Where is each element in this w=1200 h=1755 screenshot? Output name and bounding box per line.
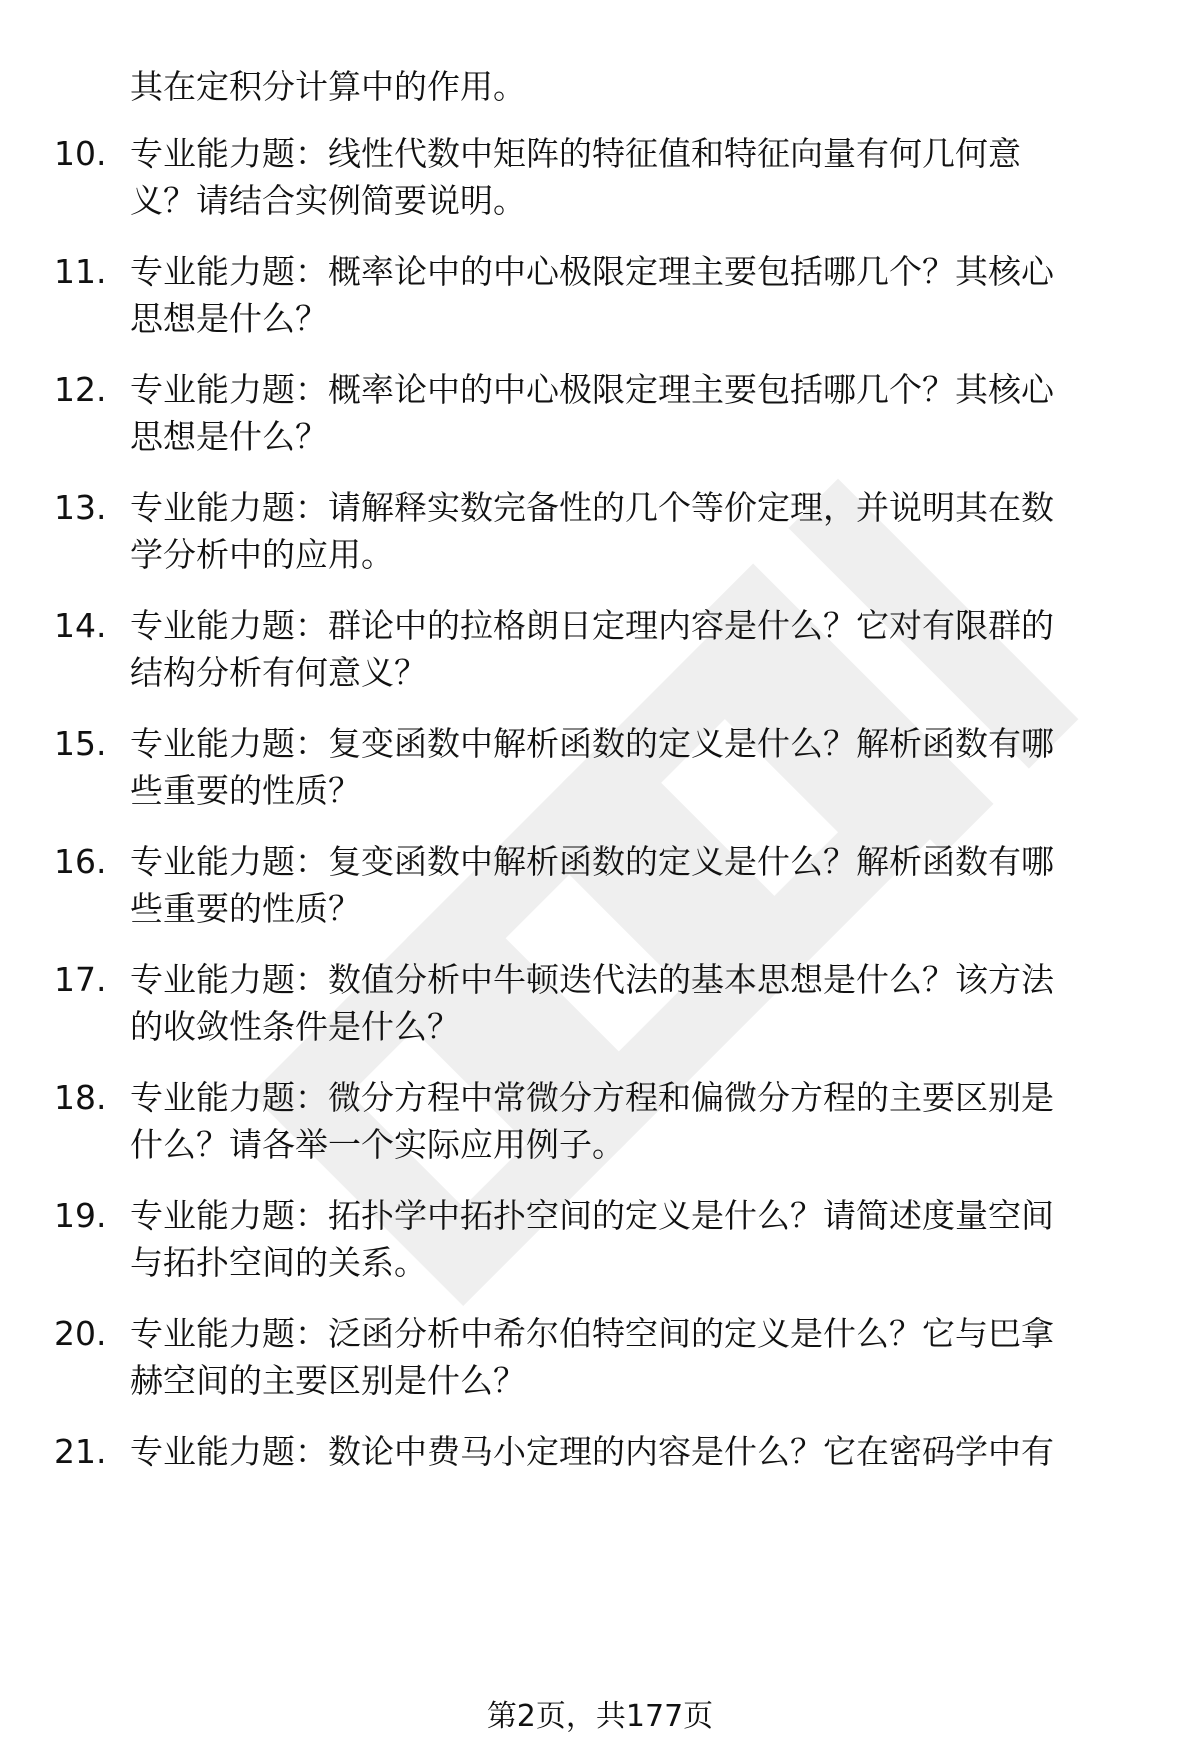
question-text-line1: 专业能力题：复变函数中解析函数的定义是什么？解析函数有哪 [130,842,1054,881]
question-number: 18. [54,1078,107,1117]
question-number: 15. [54,724,107,763]
question-item [0,601,1200,721]
question-number: 14. [54,606,107,645]
question-item [0,365,1200,485]
question-text-line1: 专业能力题：数值分析中牛顿迭代法的基本思想是什么？该方法 [130,960,1054,999]
question-item [0,1309,1200,1429]
question-text-line1: 专业能力题：复变函数中解析函数的定义是什么？解析函数有哪 [130,724,1054,763]
question-number: 13. [54,488,107,527]
question-item [0,483,1200,603]
question-number: 10. [54,134,107,173]
question-item [0,719,1200,839]
question-item [0,129,1200,249]
question-text-line1: 专业能力题：数论中费马小定理的内容是什么？它在密码学中有 [130,1432,1054,1471]
question-number: 20. [54,1314,107,1353]
question-text-line2: 结构分析有何意义？ [130,653,427,692]
question-text-line2: 思想是什么？ [130,299,328,338]
question-text-line2: 什么？请各举一个实际应用例子。 [130,1125,625,1164]
question-text-line1: 专业能力题：微分方程中常微分方程和偏微分方程的主要区别是 [130,1078,1054,1117]
question-text-line1: 专业能力题：概率论中的中心极限定理主要包括哪几个？其核心 [130,370,1054,409]
question-item [0,837,1200,957]
question-text-line2: 义？请结合实例简要说明。 [130,181,526,220]
question-text-line1: 专业能力题：请解释实数完备性的几个等价定理，并说明其在数 [130,488,1054,527]
continuation-text: 其在定积分计算中的作用。 [130,67,526,106]
question-text-line2: 与拓扑空间的关系。 [130,1243,427,1282]
question-item [0,955,1200,1075]
question-text-line2: 些重要的性质？ [130,771,361,810]
question-text-line1: 专业能力题：概率论中的中心极限定理主要包括哪几个？其核心 [130,252,1054,291]
question-item [0,1191,1200,1311]
question-text-line2: 赫空间的主要区别是什么？ [130,1361,526,1400]
question-text-line2: 的收敛性条件是什么？ [130,1007,460,1046]
question-number: 16. [54,842,107,881]
question-text-line1: 专业能力题：线性代数中矩阵的特征值和特征向量有何几何意 [130,134,1021,173]
question-text-line2: 思想是什么？ [130,417,328,456]
question-number: 11. [54,252,107,291]
question-text-line1: 专业能力题：泛函分析中希尔伯特空间的定义是什么？它与巴拿 [130,1314,1054,1353]
question-number: 21. [54,1432,107,1471]
question-number: 17. [54,960,107,999]
question-item [0,1073,1200,1193]
question-item [0,247,1200,367]
question-item [0,1427,1200,1547]
page-footer: 第2页，共177页 [486,1699,714,1734]
question-text-line2: 学分析中的应用。 [130,535,394,574]
question-text-line1: 专业能力题：群论中的拉格朗日定理内容是什么？它对有限群的 [130,606,1054,645]
question-text-line1: 专业能力题：拓扑学中拓扑空间的定义是什么？请简述度量空间 [130,1196,1054,1235]
question-text-line2: 些重要的性质？ [130,889,361,928]
question-number: 12. [54,370,107,409]
question-number: 19. [54,1196,107,1235]
